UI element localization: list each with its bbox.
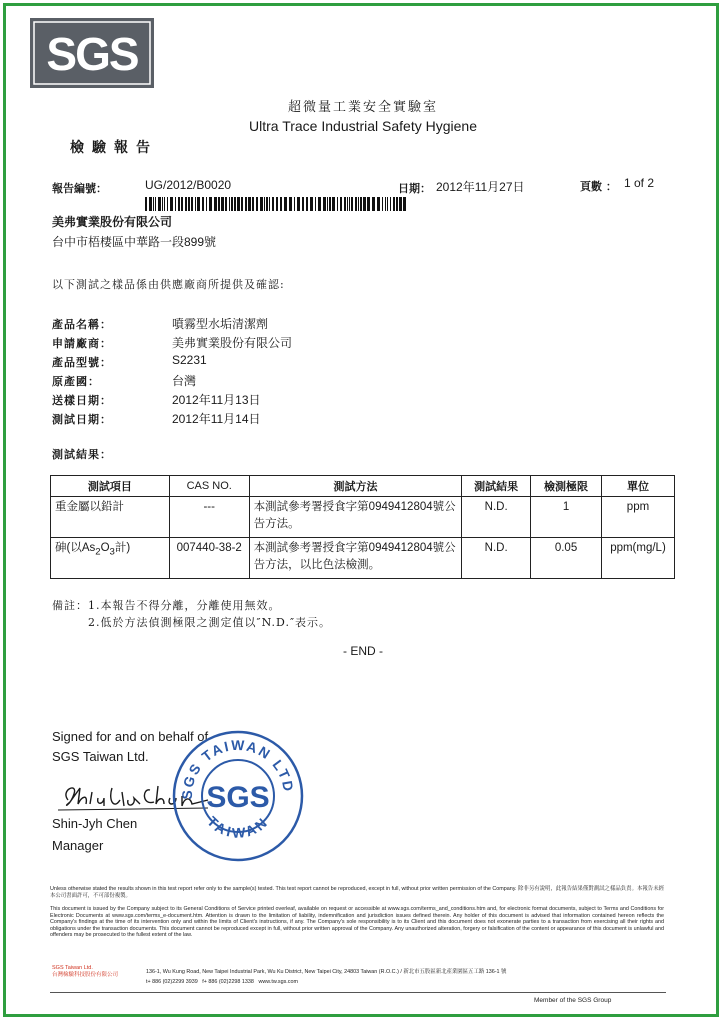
signed-for-line: Signed for and on behalf of	[52, 729, 209, 744]
client-address: 台中市梧棲區中華路一段899號	[52, 235, 217, 249]
results-heading: 測試結果：	[52, 448, 112, 461]
footer-company-en: SGS Taiwan Ltd.	[52, 965, 93, 971]
col-header-test-method: 測試方法	[249, 476, 462, 497]
barcode-bar	[351, 197, 353, 211]
barcode-bar	[167, 197, 168, 211]
barcode-bar	[385, 197, 386, 211]
cell-cas-no: ---	[169, 497, 249, 538]
stamp-bottom-text: TAIWAN	[204, 812, 272, 841]
barcode-bar	[347, 197, 348, 211]
barcode-bar	[149, 197, 152, 211]
barcode-bar	[372, 197, 375, 211]
lab-name-english: Ultra Trace Industrial Safety Hygiene	[249, 118, 477, 134]
barcode-bar	[229, 197, 230, 211]
barcode-bar	[241, 197, 243, 211]
barcode-bar	[214, 197, 217, 211]
barcode-bar	[248, 197, 251, 211]
field-value-test-date: 2012年11月14日	[172, 412, 261, 426]
col-header-test-result: 測試結果	[462, 476, 531, 497]
barcode-bar	[358, 197, 359, 211]
cell-test-item	[51, 538, 170, 579]
barcode-bar	[209, 197, 212, 211]
barcode	[145, 196, 407, 210]
svg-text:TAIWAN	[204, 813, 272, 841]
barcode-bar	[377, 197, 380, 211]
barcode-bar	[318, 197, 321, 211]
cell-detection-limit: 0.05	[531, 538, 602, 579]
member-of-sgs-group: Member of the SGS Group	[534, 997, 612, 1004]
barcode-bar	[403, 197, 406, 211]
barcode-bar	[387, 197, 388, 211]
table-row	[51, 497, 675, 538]
barcode-bar	[234, 197, 236, 211]
barcode-bar	[264, 197, 265, 211]
barcode-bar	[170, 197, 173, 211]
barcode-bar	[158, 197, 161, 211]
arsenic-subscript-2: 2	[95, 546, 101, 558]
barcode-bar	[337, 197, 338, 211]
barcode-bar	[323, 197, 326, 211]
report-number-label: 報告編號：	[52, 182, 107, 195]
cell-cas-no: 007440-38-2	[169, 538, 249, 579]
signatory-title: Manager	[52, 838, 104, 853]
table-row	[51, 538, 675, 579]
barcode-bar	[237, 197, 240, 211]
barcode-bar	[221, 197, 224, 211]
barcode-bar	[332, 197, 335, 211]
field-label-product-name: 產品名稱：	[52, 318, 112, 331]
end-marker: - END -	[343, 644, 383, 658]
barcode-bar	[197, 197, 200, 211]
col-header-detection-limit: 檢測極限	[531, 476, 602, 497]
barcode-bar	[399, 197, 402, 211]
barcode-bar	[195, 197, 196, 211]
barcode-bar	[252, 197, 254, 211]
arsenic-subscript-3: 3	[109, 546, 115, 558]
barcode-bar	[231, 197, 233, 211]
barcode-bar	[153, 197, 154, 211]
barcode-bar	[206, 197, 207, 211]
footer-phone: t+ 886 (02)2299 3939	[146, 979, 198, 985]
barcode-bar	[245, 197, 247, 211]
cell-detection-limit: 1	[531, 497, 602, 538]
company-stamp-seal	[170, 728, 306, 864]
footer-fax: f+ 886 (02)2298 1338	[202, 979, 254, 985]
arsenic-label-prefix: 砷(以As	[55, 542, 96, 554]
barcode-bar	[306, 197, 308, 211]
cell-test-result: N.D.	[462, 497, 531, 538]
barcode-bar	[315, 197, 316, 211]
barcode-bar	[260, 197, 263, 211]
barcode-bar	[276, 197, 278, 211]
field-label-applicant: 申請廠商：	[52, 337, 112, 350]
barcode-bar	[329, 197, 331, 211]
barcode-bar	[218, 197, 220, 211]
barcode-bar	[188, 197, 190, 211]
barcode-bar	[349, 197, 350, 211]
barcode-bar	[284, 197, 287, 211]
field-label-origin: 原產國：	[52, 375, 100, 388]
footer-address-block	[146, 967, 506, 987]
cell-test-result: N.D.	[462, 538, 531, 579]
barcode-bar	[202, 197, 204, 211]
barcode-bar	[367, 197, 370, 211]
barcode-bar	[266, 197, 268, 211]
barcode-bar	[145, 197, 147, 211]
disclaimer-reproduction: Unless otherwise stated the results shown in this test report refer only to the sample(s) tested. This test report cannot be reproduced, except in full, without prior written permission of the Company. 除非另有說明，此報告結果僅對測試之樣品負責。本報告未經本公司書面許可，不可部份複製。	[50, 886, 664, 899]
report-date: 2012年11月27日	[436, 180, 525, 194]
footer-divider	[50, 992, 666, 993]
barcode-bar	[175, 197, 176, 211]
cell-unit: ppm(mg/L)	[601, 538, 674, 579]
barcode-bar	[272, 197, 274, 211]
barcode-bar	[191, 197, 193, 211]
barcode-bar	[185, 197, 187, 211]
barcode-bar	[162, 197, 163, 211]
barcode-bar	[178, 197, 180, 211]
barcode-bar	[225, 197, 227, 211]
client-name: 美弗實業股份有限公司	[52, 215, 173, 229]
signed-company: SGS Taiwan Ltd.	[52, 749, 149, 764]
signatory-name: Shin-Jyh Chen	[52, 816, 138, 831]
barcode-bar	[340, 197, 342, 211]
svg-text:SGS: SGS	[46, 28, 138, 80]
barcode-bar	[294, 197, 295, 211]
field-value-applicant: 美弗實業股份有限公司	[172, 336, 293, 350]
report-date-label: 日期：	[398, 182, 431, 195]
barcode-bar	[360, 197, 362, 211]
col-header-cas-no: CAS NO.	[169, 476, 249, 497]
field-label-model: 產品型號：	[52, 356, 112, 369]
arsenic-label-oxygen: O	[100, 542, 110, 554]
cell-test-item: 重金屬以鉛計	[51, 497, 170, 538]
note-line-2: 2.低於方法偵測極限之測定值以″N.D.″表示。	[88, 616, 332, 629]
field-value-origin: 台灣	[172, 374, 197, 388]
barcode-bar	[280, 197, 282, 211]
cell-unit: ppm	[601, 497, 674, 538]
barcode-bar	[297, 197, 300, 211]
barcode-bar	[310, 197, 313, 211]
barcode-bar	[181, 197, 183, 211]
col-header-unit: 單位	[601, 476, 674, 497]
field-value-product-name: 噴霧型水垢清潔劑	[172, 317, 269, 331]
sgs-logo	[30, 18, 154, 88]
barcode-bar	[344, 197, 346, 211]
barcode-bar	[382, 197, 383, 211]
barcode-bar	[327, 197, 328, 211]
barcode-bar	[363, 197, 366, 211]
barcode-bar	[302, 197, 304, 211]
barcode-bar	[269, 197, 270, 211]
barcode-bar	[396, 197, 398, 211]
stamp-top-text: SGS TAIWAN LTD	[178, 736, 298, 800]
footer-contacts	[146, 977, 506, 987]
barcode-bar	[155, 197, 156, 211]
report-number: UG/2012/B0020	[145, 178, 232, 192]
page-count: 1 of 2	[624, 176, 655, 190]
barcode-bar	[355, 197, 357, 211]
barcode-bar	[256, 197, 258, 211]
lab-name-chinese: 超微量工業安全實驗室	[287, 100, 438, 115]
field-label-submitted-date: 送樣日期：	[52, 394, 112, 407]
note-line-1: 備註：1.本報告不得分離，分離使用無效。	[52, 599, 281, 612]
field-value-model: S2231	[172, 353, 207, 367]
field-label-test-date: 測試日期：	[52, 413, 112, 426]
barcode-bar	[289, 197, 292, 211]
cell-test-method: 本測試參考署授食字第0949412804號公告方法，以比色法檢測。	[249, 538, 462, 579]
footer-web: www.tw.sgs.com	[258, 979, 298, 985]
intro-statement: 以下測試之樣品係由供應廠商所提供及確認:	[52, 278, 285, 291]
footer-company	[52, 965, 118, 979]
page-count-label: 頁數 ：	[580, 180, 617, 193]
barcode-bar	[164, 197, 165, 211]
field-value-submitted-date: 2012年11月13日	[172, 393, 261, 407]
footer-company-zh: 台灣檢驗科技股份有限公司	[52, 972, 119, 978]
barcode-bar	[393, 197, 395, 211]
stamp-center-text: SGS	[206, 781, 270, 814]
arsenic-label-suffix: 計)	[114, 542, 131, 554]
cell-test-method: 本測試參考署授食字第0949412804號公告方法。	[249, 497, 462, 538]
footer-address: 136-1, Wu Kung Road, New Taipei Industrial Park, Wu Ku District, New Taipei City, 24803 Taiwan (R.O.C.) / 新北市五股區新北產業園區五工路 136-1 號	[146, 969, 507, 975]
col-header-test-item: 測試項目	[51, 476, 170, 497]
results-table	[50, 475, 675, 579]
table-header-row	[51, 476, 675, 497]
barcode-bar	[390, 197, 391, 211]
disclaimer-conditions: This document is issued by the Company subject to its General Conditions of Service printed overleaf, available on request or accessible at www.sgs.com/terms_and_conditions.htm and, for electronic format documents, subject to Terms and Conditions for Electronic Documents at www.sgs.com/terms_e-document.htm. Attention is drawn to the limitation of liability, indemnification and jurisdiction issues defined therein. Any holder of this document is advised that information contained hereon reflects the Company's findings at the time of its intervention only and within the limits of Client's instructions, if any. The Company's sole responsibility is to its Client and this document does not exonerate parties to a transaction from exercising all their rights and obligations under the transaction documents. This document cannot be reproduced except in full, without prior written approval of the Company. Any unauthorized alteration, forgery or falsification of the content or appearance of this document is unlawful and offenders may be prosecuted to the fullest extent of the law.	[50, 906, 664, 939]
document-title: 檢驗報告	[70, 140, 158, 156]
